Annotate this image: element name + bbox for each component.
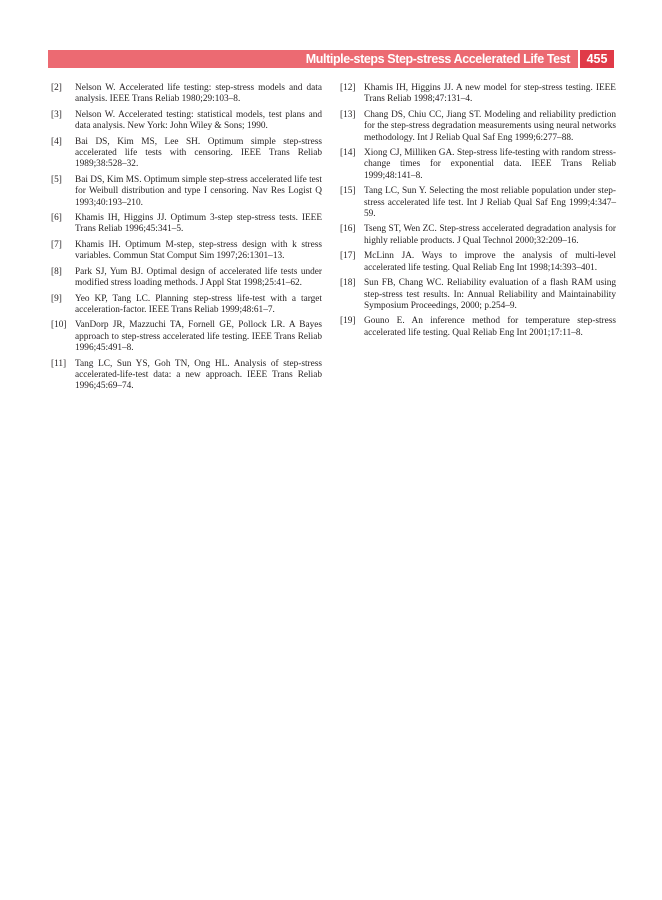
reference-number: [19] — [340, 316, 356, 327]
page-number: 455 — [578, 50, 614, 68]
reference-text: Nelson W. Accelerated testing: statistical models, test plans and data analysis. New York: John Wiley & Sons; 1990. — [75, 109, 322, 132]
reference-text: Tseng ST, Wen ZC. Step-stress accelerated degradation analysis for highly reliable products. J Qual Technol 2000;32:209–16. — [364, 224, 616, 246]
reference-number: [17] — [340, 251, 356, 262]
reference-text: Sun FB, Chang WC. Reliability evaluation of a flash RAM using step-stress test results. In: Annual Reliability and Maintainability Symposium Proceedings, 2000; p.254–9. — [364, 278, 616, 311]
reference-number: [16] — [340, 224, 356, 235]
reference-text: Khamis IH, Higgins JJ. A new model for step-stress testing. IEEE Trans Reliab 1998;47:131–4. — [364, 83, 616, 105]
reference-number: [4] — [51, 136, 62, 147]
reference-text: Gouno E. An inference method for temperature step-stress accelerated life testing. Qual Reliab Eng Int 2001;17:11–8. — [364, 316, 616, 338]
running-header — [48, 50, 614, 68]
reference-number: [14] — [340, 148, 356, 159]
reference-item — [51, 320, 322, 354]
reference-item — [340, 278, 616, 312]
reference-text: Nelson W. Accelerated life testing: step-stress models and data analysis. IEEE Trans Reliab 1980;29:103–8. — [75, 83, 322, 105]
reference-number: [6] — [51, 213, 62, 224]
reference-text: Bai DS, Kim MS. Optimum simple step-stress accelerated life test for Weibull distribution and type I censoring. Nav Res Logist Q 1993;40:193–210. — [75, 174, 322, 208]
reference-item — [340, 83, 616, 106]
reference-text: Park SJ, Yum BJ. Optimal design of accelerated life tests under modified stress loading methods. J Appl Stat 1998;25:41–62. — [75, 266, 322, 289]
reference-number: [9] — [51, 293, 62, 304]
reference-number: [5] — [51, 174, 62, 185]
running-title: Multiple-steps Step-stress Accelerated Life Test — [305, 52, 570, 66]
reference-item — [51, 83, 322, 106]
reference-number: [11] — [51, 358, 67, 369]
reference-item — [51, 267, 322, 290]
reference-text: Yeo KP, Tang LC. Planning step-stress life-test with a target acceleration-factor. IEEE Trans Reliab 1999;48:61–7. — [75, 293, 322, 315]
reference-text: Bai DS, Kim MS, Lee SH. Optimum simple step-stress accelerated life tests with censoring. IEEE Trans Reliab 1989;38:528–32. — [75, 136, 322, 170]
reference-item — [51, 137, 322, 171]
reference-number: [12] — [340, 83, 356, 93]
reference-text: McLinn JA. Ways to improve the analysis of multi-level accelerated life testing. Qual Reliab Eng Int 1998;14:393–401. — [364, 251, 616, 273]
reference-number: [13] — [340, 109, 356, 120]
reference-item — [340, 186, 616, 220]
reference-number: [18] — [340, 278, 356, 289]
reference-text: Tang LC, Sun YS, Goh TN, Ong HL. Analysis of step-stress accelerated-life-test data: a new approach. IEEE Trans Reliab 1996;45:69–74. — [75, 358, 322, 392]
reference-number: [8] — [51, 266, 62, 277]
reference-number: [7] — [51, 239, 62, 250]
reference-item — [51, 175, 322, 209]
reference-item — [340, 110, 616, 144]
reference-text: Tang LC, Sun Y. Selecting the most reliable population under step-stress accelerated life test. Int J Reliab Qual Saf Eng 1999;4:347–59. — [364, 186, 616, 220]
reference-text: Khamis IH. Optimum M-step, step-stress design with k stress variables. Commun Stat Comput Sim 1997;26:1301–13. — [75, 239, 322, 262]
reference-item — [340, 224, 616, 247]
reference-text: Chang DS, Chiu CC, Jiang ST. Modeling and reliability prediction for the step-stress degradation measurements using neural networks methodology. Int J Reliab Qual Saf Eng 1999;6:277–88. — [364, 109, 616, 143]
references-column-right — [340, 83, 616, 343]
reference-number: [3] — [51, 109, 62, 120]
reference-item — [51, 110, 322, 133]
reference-item — [51, 213, 322, 236]
reference-text: Xiong CJ, Milliken GA. Step-stress life-testing with random stress-change times for exponential data. IEEE Trans Reliab 1999;48:141–8. — [364, 148, 616, 181]
reference-item — [340, 316, 616, 339]
references-column-left — [51, 83, 322, 397]
reference-item — [51, 359, 322, 393]
reference-item — [51, 240, 322, 263]
reference-number: [2] — [51, 83, 62, 93]
reference-item — [340, 251, 616, 274]
reference-text: VanDorp JR, Mazzuchi TA, Fornell GE, Pollock LR. A Bayes approach to step-stress accelerated life testing. IEEE Trans Reliab 1996;45:491–8. — [75, 320, 322, 354]
reference-item — [340, 148, 616, 182]
reference-number: [10] — [51, 320, 67, 331]
reference-number: [15] — [340, 186, 356, 197]
reference-text: Khamis IH, Higgins JJ. Optimum 3-step step-stress tests. IEEE Trans Reliab 1996;45:341–5. — [75, 213, 322, 235]
reference-item — [51, 294, 322, 317]
